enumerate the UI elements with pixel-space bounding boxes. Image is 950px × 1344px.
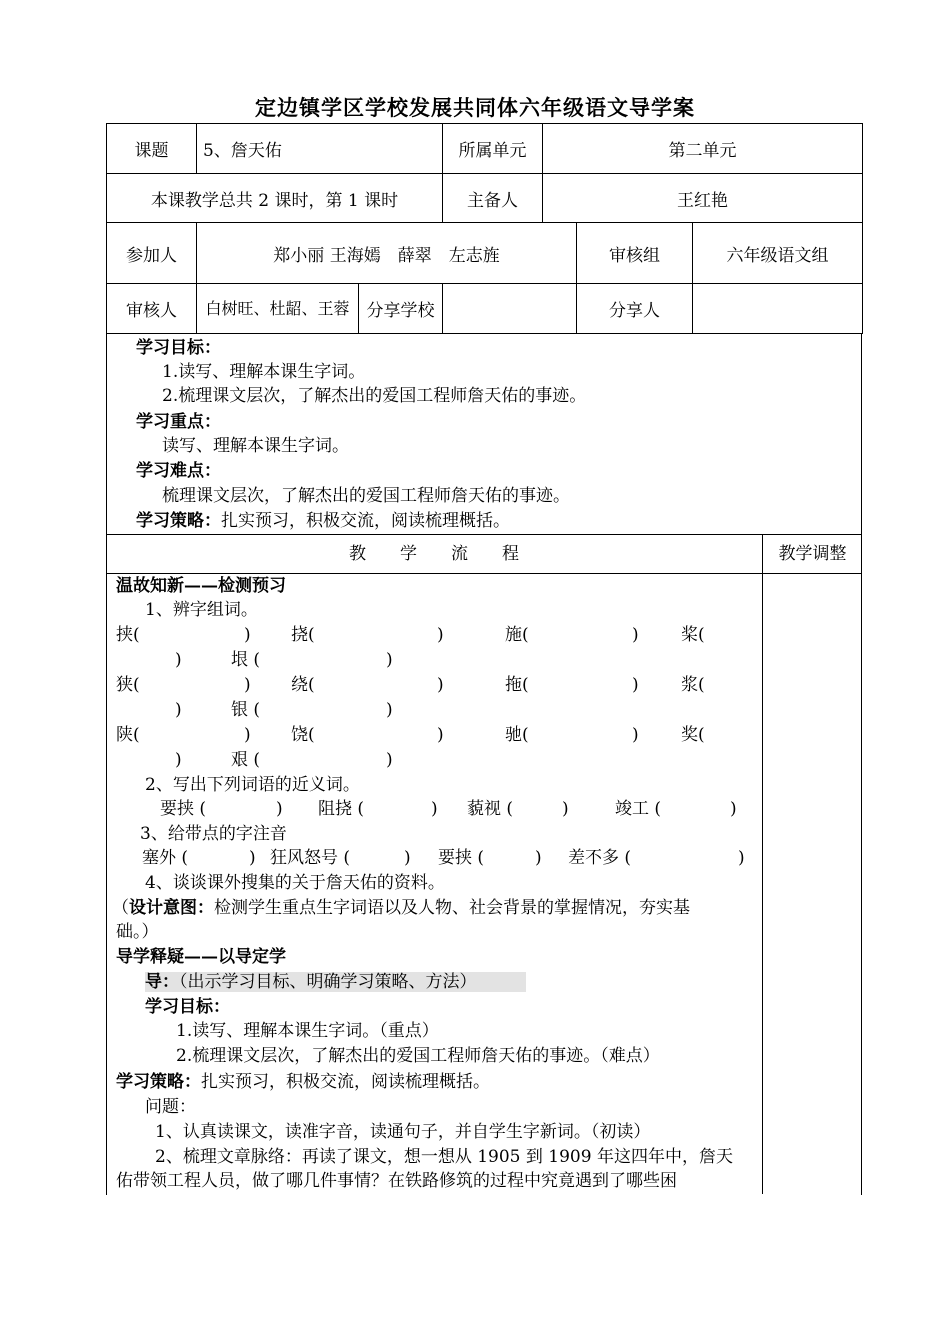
synonym-4: 竣工 ( (615, 799, 662, 819)
char-row-2-d: 浆( (681, 675, 705, 695)
guide-line (145, 972, 526, 992)
course-label: 课题 (107, 124, 197, 174)
pinyin-2-close: ) (404, 848, 411, 868)
char-row-2-e: 银 ( (231, 700, 261, 720)
share-school-value (443, 284, 577, 334)
synonym-1: 要挟 ( (160, 799, 207, 819)
char-row-1-d-close: ) (175, 650, 182, 670)
reviewer-value: 白树旺、杜龆、王蓉 (197, 284, 359, 334)
goal-1: 1.读写、理解本课生字词。 (162, 362, 366, 382)
char-row-1-c: 施( (505, 625, 529, 645)
problem-2: 2、梳理文章脉络：再读了课文，想一想从 1905 到 1909 年这四年中，詹天 (155, 1147, 733, 1167)
synonym-4-close: ) (730, 799, 737, 819)
question-1: 1、辨字组词。 (145, 600, 258, 620)
question-3: 3、给带点的字注音 (140, 824, 287, 844)
problem-2-cont: 佑带领工程人员，做了哪几件事情？在铁路修筑的过程中究竟遇到了哪些困 (116, 1171, 677, 1191)
char-row-1-d: 桨( (681, 625, 705, 645)
strategy-title: 学习策略： (136, 511, 221, 531)
char-row-3-b: 饶( (291, 725, 315, 745)
unit-value: 第二单元 (543, 124, 863, 174)
synonym-2-close: ) (431, 799, 438, 819)
char-row-3-e-close: ) (386, 750, 393, 770)
sharer-value (693, 284, 863, 334)
participants-label: 参加人 (107, 223, 197, 284)
intent-open: （ (112, 898, 129, 918)
synonym-3-close: ) (562, 799, 569, 819)
synonym-3: 藐视 ( (467, 799, 514, 819)
guide-strategy-title: 学习策略： (116, 1072, 201, 1092)
goal-2: 2.梳理课文层次，了解杰出的爱国工程师詹天佑的事迹。 (162, 386, 587, 406)
char-row-2-c-close: ) (632, 675, 639, 695)
char-row-2-c: 拖( (505, 675, 529, 695)
course-value: 5、詹天佑 (197, 124, 443, 174)
char-row-2-b-close: ) (437, 675, 444, 695)
char-row-1-b: 挠( (291, 625, 315, 645)
adjust-title: 教学调整 (778, 544, 847, 564)
char-row-1-c-close: ) (632, 625, 639, 645)
pinyin-4-close: ) (738, 848, 745, 868)
pinyin-3-close: ) (535, 848, 542, 868)
guide-strategy-text: 扎实预习，积极交流，阅读梳理概括。 (201, 1072, 490, 1092)
page-title: 定边镇学区学校发展共同体六年级语文导学案 (255, 95, 695, 120)
synonym-1-close: ) (276, 799, 283, 819)
char-row-1-b-close: ) (437, 625, 444, 645)
guide-goal-2: 2.梳理课文层次，了解杰出的爱国工程师詹天佑的事迹。（难点） (176, 1046, 660, 1066)
pinyin-1: 塞外 ( (142, 848, 189, 868)
flow-title: 教 学 流 程 (349, 544, 519, 564)
pinyin-4: 差不多 ( (568, 848, 632, 868)
char-row-1-a-close: ) (244, 625, 251, 645)
problem-1: 1、认真读课文，读准字音，读通句子，并自学生字新词。（初读） (155, 1122, 651, 1142)
design-intent (112, 898, 690, 918)
char-row-1-e-close: ) (386, 650, 393, 670)
char-row-3-c: 驰( (505, 725, 529, 745)
guide-goal-1: 1.读写、理解本课生字词。（重点） (176, 1021, 439, 1041)
guide-goal-title: 学习目标： (145, 997, 230, 1017)
char-row-2-b: 绕( (291, 675, 315, 695)
questions-label: 问题： (145, 1097, 196, 1117)
pinyin-2: 狂风怒号 ( (270, 848, 351, 868)
section-review-title: 温故知新——检测预习 (116, 576, 286, 596)
char-row-3-d-close: ) (175, 750, 182, 770)
preparer-value: 王红艳 (543, 174, 863, 223)
char-row-1-a: 挟( (116, 625, 140, 645)
intent-text: 检测学生重点生字词语以及人物、社会背景的掌握情况，夯实基 (214, 898, 690, 918)
header-table (106, 123, 863, 334)
reviewer-label: 审核人 (107, 284, 197, 334)
section-guide-title: 导学释疑——以导定学 (116, 947, 286, 967)
char-row-2-a-close: ) (244, 675, 251, 695)
char-row-3-a: 陕( (116, 725, 140, 745)
goal-title: 学习目标： (136, 338, 221, 358)
unit-label: 所属单元 (443, 124, 543, 174)
participants-value: 郑小丽 王海嫣 薛翠 左志旌 (197, 223, 577, 284)
char-row-3-d: 奖( (681, 725, 705, 745)
share-school-label: 分享学校 (359, 284, 443, 334)
key-title: 学习重点： (136, 412, 221, 432)
review-group-value: 六年级语文组 (693, 223, 863, 284)
char-row-1-e: 垠 ( (231, 650, 261, 670)
question-2: 2、写出下列词语的近义词。 (145, 775, 360, 795)
char-row-2-e-close: ) (386, 700, 393, 720)
sharer-label: 分享人 (577, 284, 693, 334)
guide-text: （出示学习目标、明确学习策略、方法） (179, 972, 477, 992)
guide-label: 导： (145, 972, 179, 992)
pinyin-3: 要挟 ( (438, 848, 485, 868)
pinyin-1-close: ) (249, 848, 256, 868)
question-4: 4、谈谈课外搜集的关于詹天佑的资料。 (145, 873, 445, 893)
char-row-2-d-close: ) (175, 700, 182, 720)
char-row-2-a: 狭( (116, 675, 140, 695)
lesson-count: 本课教学总共 2 课时，第 1 课时 (107, 174, 443, 223)
difficulty-title: 学习难点： (136, 461, 221, 481)
difficulty-text: 梳理课文层次，了解杰出的爱国工程师詹天佑的事迹。 (162, 486, 570, 506)
key-text: 读写、理解本课生字词。 (162, 436, 349, 456)
preparer-label: 主备人 (443, 174, 543, 223)
char-row-3-e: 艰 ( (231, 750, 261, 770)
review-group-label: 审核组 (577, 223, 693, 284)
synonym-2: 阻挠 ( (318, 799, 365, 819)
char-row-3-b-close: ) (437, 725, 444, 745)
char-row-3-a-close: ) (244, 725, 251, 745)
char-row-3-c-close: ) (632, 725, 639, 745)
intent-label: 设计意图： (129, 898, 214, 918)
design-intent-end: 础。） (116, 922, 159, 942)
strategy-text: 扎实预习，积极交流，阅读梳理概括。 (221, 511, 510, 531)
